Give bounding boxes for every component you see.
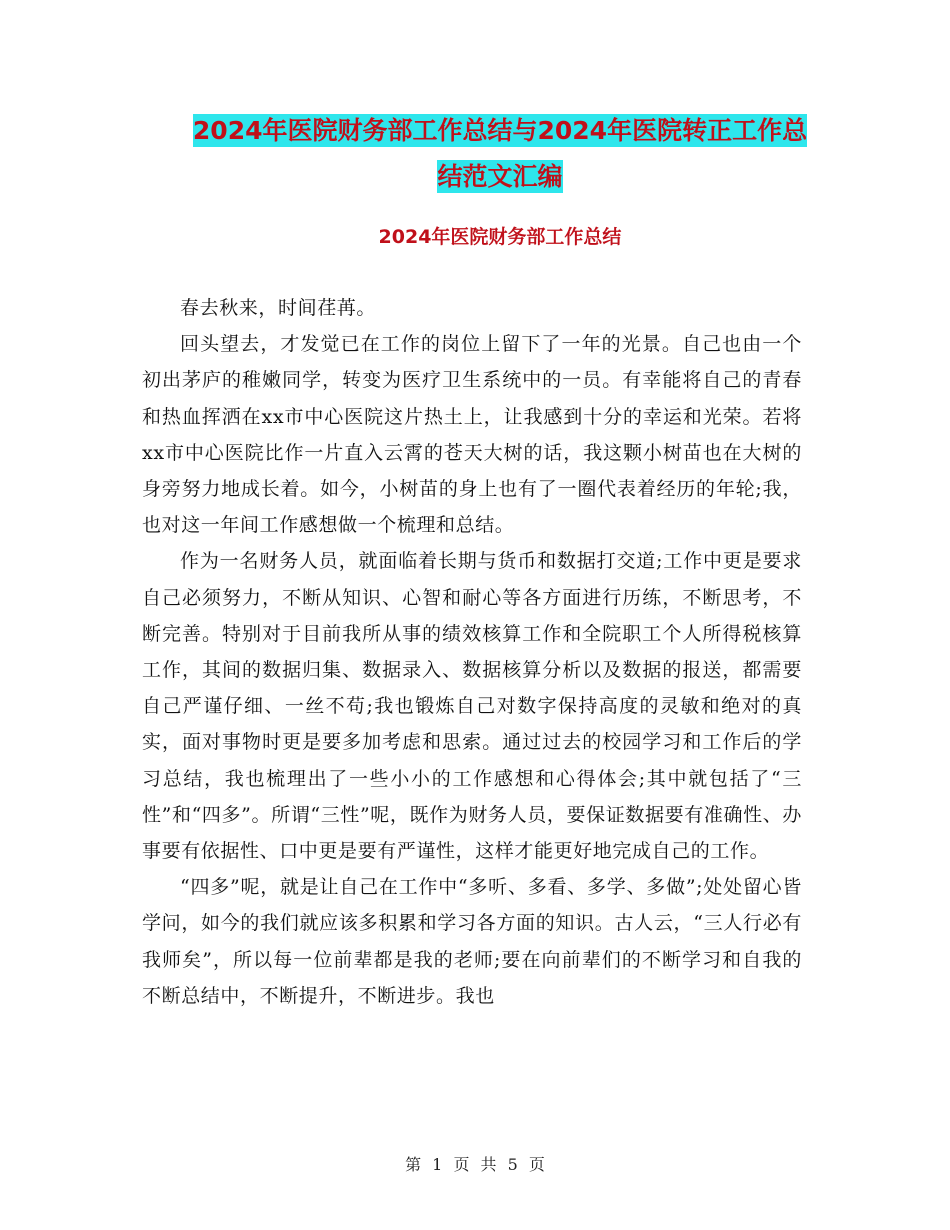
document-body — [142, 290, 802, 1014]
paragraph: “四多”呢，就是让自己在工作中“多听、多看、多学、多做”;处处留心皆学问，如今的我们就应该多积累和学习各方面的知识。古人云，“三人行必有我师矣”，所以每一位前辈都是我的老师;要在向前辈们的不断学习和自我的不断总结中，不断提升，不断进步。我也 — [142, 876, 802, 1007]
paragraph: 春去秋来，时间荏苒。 — [180, 297, 377, 319]
paragraph: 回头望去，才发觉已在工作的岗位上留下了一年的光景。自己也由一个初出茅庐的稚嫩同学，转变为医疗卫生系统中的一员。有幸能将自己的青春和热血挥洒在xx市中心医院这片热土上，让我感到十分的幸运和光荣。若将xx市中心医院比作一片直入云霄的苍天大树的话，我这颗小树苗也在大树的身旁努力地成长着。如今，小树苗的身上也有了一圈代表着经历的年轮;我，也对这一年间工作感想做一个梳理和总结。 — [142, 333, 802, 537]
paragraph: 作为一名财务人员，就面临着长期与货币和数据打交道;工作中更是要求自己必须努力，不断从知识、心智和耐心等各方面进行历练，不断思考，不断完善。特别对于目前我所从事的绩效核算工作和全院职工个人所得税核算工作，其间的数据归集、数据录入、数据核算分析以及数据的报送，都需要自己严谨仔细、一丝不苟;我也锻炼自己对数字保持高度的灵敏和绝对的真实，面对事物时更是要多加考虑和思索。通过过去的校园学习和工作后的学习总结，我也梳理出了一些小小的工作感想和心得体会;其中就包括了“三性”和“四多”。所谓“三性”呢，既作为财务人员，要保证数据要有准确性、办事要有依据性、口中更是要有严谨性，这样才能更好地完成自己的工作。 — [142, 550, 802, 863]
section-title: 2024年医院财务部工作总结 — [378, 226, 622, 248]
document-title — [140, 108, 860, 200]
page-footer: 第 1 页 共 5 页 — [405, 1155, 545, 1174]
document-title-line-2: 结范文汇编 — [437, 162, 563, 191]
document-title-line-1: 2024年医院财务部工作总结与2024年医院转正工作总 — [192, 116, 808, 145]
